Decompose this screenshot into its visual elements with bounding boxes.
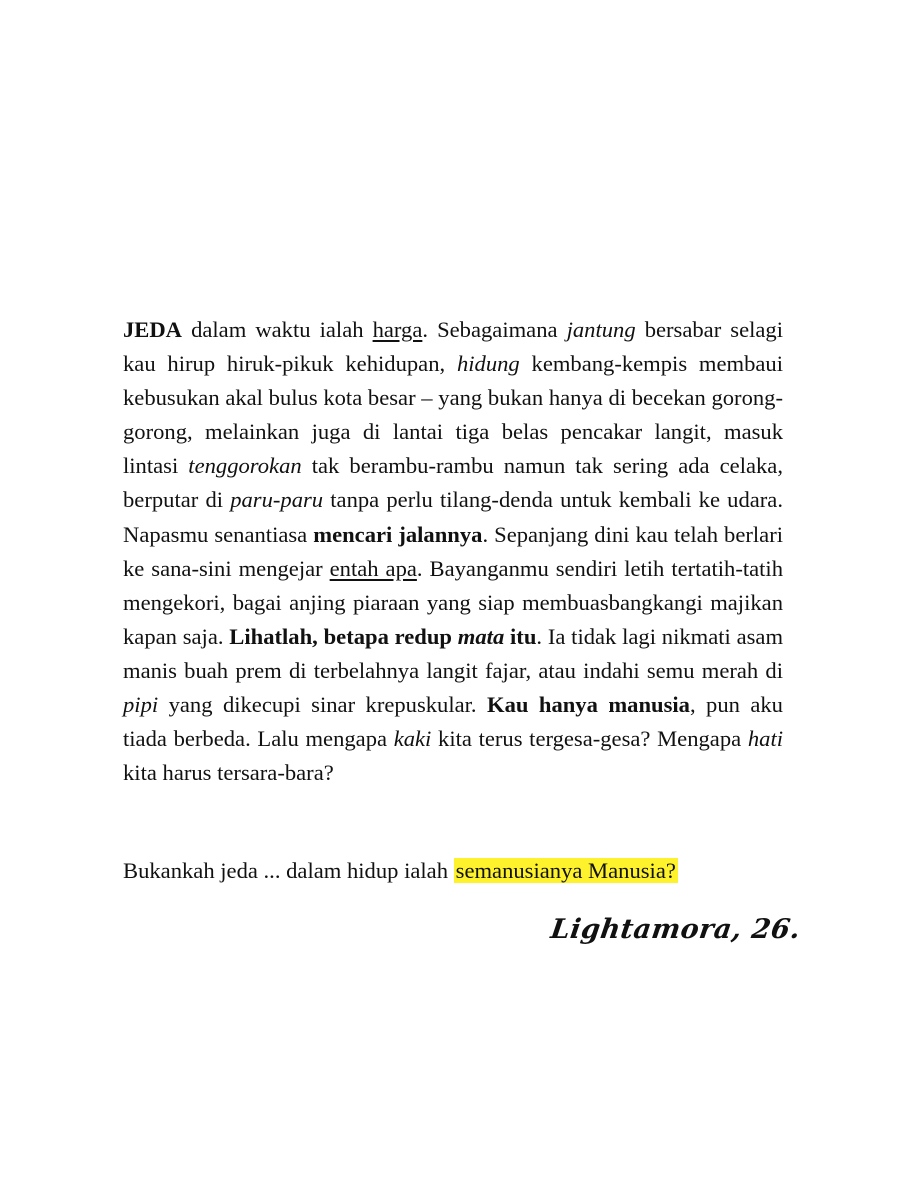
closing-line [123, 854, 783, 888]
text-run: tanpa perlu tilang-denda untuk kembali ke udara. Napasmu senantiasa [123, 487, 783, 547]
bold-itu: itu [504, 623, 537, 649]
bold-kau-hanya-manusia: Kau hanya manusia [487, 692, 690, 718]
text-run: . Sebagaimana [422, 317, 567, 342]
text-run: . Sepanjang dini kau telah berlari ke sana-sini mengejar [123, 521, 783, 581]
italic-hati: hati [747, 726, 783, 752]
bold-mencari-jalannya: mencari jalannya [313, 521, 483, 547]
italic-hidung: hidung [456, 351, 520, 377]
italic-mata: mata [457, 623, 505, 649]
prose-paragraph [123, 313, 783, 790]
text-run: . Bayanganmu sendiri letih tertatih-tatih mengekori, bagai anjing piaraan yang siap membuasbangkangi majikan kapan saja. [123, 555, 783, 649]
text-run: yang dikecupi sinar krepuskular. [158, 692, 488, 718]
text-run: kita harus tersara-bara? [123, 760, 334, 786]
author-signature: Lightamora, 26. [548, 914, 803, 945]
closing-text: Bukankah jeda ... dalam hidup ialah [123, 858, 454, 883]
text-run: kembang-kempis membaui kebusukan akal bulus kota besar – yang bukan hanya di becekan gorong-gorong, melainkan juga di lantai tiga belas pencakar langit, masuk lintasi [123, 351, 783, 479]
bold-lihatlah: Lihatlah, betapa redup [229, 623, 458, 649]
italic-pipi: pipi [123, 692, 159, 718]
italic-jantung: jantung [566, 317, 636, 342]
text-run: bersabar selagi kau hirup hiruk-pikuk kehidupan, [123, 317, 783, 377]
italic-paru-paru: paru-paru [230, 487, 324, 513]
underlined-entah-apa: entah apa [329, 555, 417, 581]
text-run: tak berambu-rambu namun tak sering ada celaka, berputar di [123, 453, 783, 513]
text-run: dalam waktu ialah [182, 317, 373, 342]
highlighted-phrase: semanusianya Manusia? [455, 858, 676, 883]
text-run: . Ia tidak lagi nikmati asam manis buah prem di terbelahnya langit fajar, atau indahi semu merah di [123, 623, 784, 683]
italic-tenggorokan: tenggorokan [188, 453, 302, 479]
underlined-harga: harga [372, 317, 423, 342]
keyword-jeda: JEDA [123, 317, 182, 342]
text-run: , pun aku tiada berbeda. Lalu mengapa [123, 692, 783, 752]
italic-kaki: kaki [393, 726, 432, 752]
text-run: kita terus tergesa-gesa? Mengapa [431, 726, 748, 752]
bold-italic-mata [458, 624, 504, 649]
